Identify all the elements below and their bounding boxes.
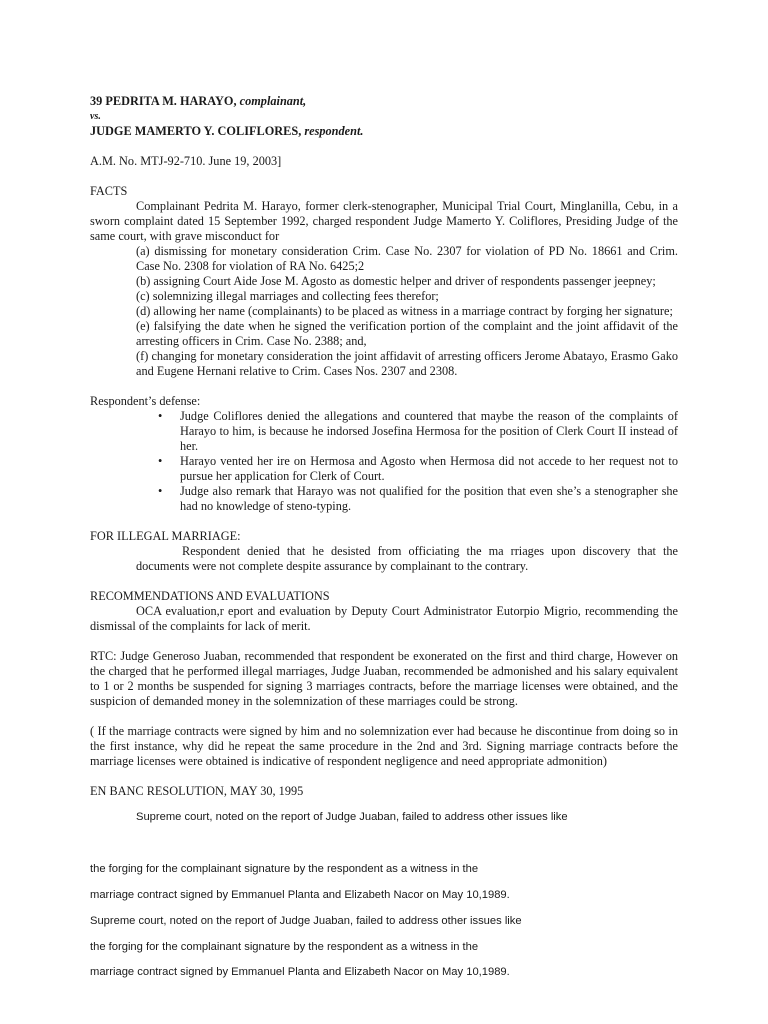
defense-bullet: • Judge Coliflores denied the allegations and countered that maybe the reason of the complaints of Harayo to him, is because he indorsed Josefina Hermosa for the position of Clerk Court II instead of her.: [158, 409, 678, 453]
note-paragraph: ( If the marriage contracts were signed by him and no solemnization ever had because he discontinue from doing so in the first instance, why did he repeat the same procedure in the 2nd and 3rd. Signing marriage contracts before the marriage licenses were obtained is indicative of respondent negligence and need appropriate admonition): [90, 724, 678, 768]
defense-bullet: • Harayo vented her ire on Hermosa and Agosto when Hermosa did not accede to her request not to pursue her application for Clerk of Court.: [158, 454, 678, 483]
respondent-name: JUDGE MAMERTO Y. COLIFLORES,: [90, 124, 302, 138]
defense-list: [90, 409, 678, 514]
en-banc-block1-line2: marriage contract signed by Emmanuel Planta and Elizabeth Nacor on May 10,1989.: [90, 888, 510, 901]
defense-heading: Respondent’s defense:: [90, 394, 201, 408]
rtc-paragraph: RTC: Judge Generoso Juaban, recommended that respondent be exonerated on the first and third charge, However on the charged that he performed illegal marriages, Judge Juaban, recommended be admonished and his salary equivalent to 1 or 2 months be suspended for signing 3 marriages contracts, before the marriage licenses were obtained, and the suspicion of demanded money in the solemnization of these marriages could be strong.: [90, 649, 678, 708]
bullet-icon: •: [158, 484, 163, 498]
recommendations-heading: RECOMMENDATIONS AND EVALUATIONS: [90, 589, 330, 603]
charge-item-b: (b) assigning Court Aide Jose M. Agosto as domestic helper and driver of respondents passenger jeepney;: [136, 274, 656, 288]
en-banc-block2-line1: Supreme court, noted on the report of Judge Juaban, failed to address other issues like: [90, 914, 522, 927]
illegal-marriage-text: Respondent denied that he desisted from officiating the ma rriages upon discovery that the documents were not complete despite assurance by complainant to the contrary.: [136, 544, 678, 573]
respondent-role: respondent.: [304, 124, 364, 138]
illegal-marriage-heading: FOR ILLEGAL MARRIAGE:: [90, 529, 241, 543]
charge-item-d: (d) allowing her name (complainants) to be placed as witness in a marriage contract by forging her signature;: [136, 304, 673, 318]
case-number: 39: [90, 94, 103, 108]
en-banc-block2-line2: the forging for the complainant signature by the respondent as a witness in the: [90, 940, 479, 953]
en-banc-heading: EN BANC RESOLUTION, MAY 30, 1995: [90, 784, 304, 798]
case-title-complainant: [90, 94, 678, 109]
versus-label: vs.: [90, 111, 101, 122]
defense-bullet: • Judge also remark that Harayo was not qualified for the position that even she’s a stenographer she had no knowledge of steno-typing.: [158, 484, 678, 513]
bullet-icon: •: [158, 454, 163, 468]
complainant-role: complainant,: [239, 94, 307, 108]
charge-item-f: (f) changing for monetary consideration the joint affidavit of arresting officers Jerome Abatayo, Erasmo Gako and Eugene Hernani relative to Crim. Cases Nos. 2307 and 2308.: [136, 349, 678, 378]
en-banc-block2-line3: marriage contract signed by Emmanuel Planta and Elizabeth Nacor on May 10,1989.: [90, 966, 510, 979]
en-banc-line: Supreme court, noted on the report of Judge Juaban, failed to address other issues like: [136, 811, 568, 824]
complainant-name: PEDRITA M. HARAYO,: [105, 94, 237, 108]
document-page: [90, 94, 678, 991]
charge-item-c: (c) solemnizing illegal marriages and collecting fees therefor;: [136, 289, 439, 303]
charges-list: [136, 244, 678, 379]
case-title-respondent: [90, 124, 678, 139]
bullet-icon: •: [158, 409, 163, 423]
case-citation: A.M. No. MTJ-92-710. June 19, 2003]: [90, 154, 282, 168]
facts-heading: FACTS: [90, 184, 128, 198]
charge-item-a: (a) dismissing for monetary consideration Crim. Case No. 2307 for violation of PD No. 18661 and Crim. Case No. 2308 for violation of RA No. 6425;2: [136, 244, 678, 273]
oca-paragraph: OCA evaluation,r eport and evaluation by Deputy Court Administrator Eutorpio Migrio, recommending the dismissal of the complaints for lack of merit.: [90, 604, 678, 633]
charge-item-e: (e) falsifying the date when he signed the verification portion of the complaint and the joint affidavit of the arresting officers in Crim. Case No. 2388; and,: [136, 319, 678, 348]
en-banc-block1-line1: the forging for the complainant signature by the respondent as a witness in the: [90, 863, 479, 876]
facts-intro: Complainant Pedrita M. Harayo, former clerk-stenographer, Municipal Trial Court, Minglanilla, Cebu, in a sworn complaint dated 15 September 1992, charged respondent Judge Mamerto Y. Coliflores, Presiding Judge of the same court, with grave misconduct for: [90, 199, 678, 243]
